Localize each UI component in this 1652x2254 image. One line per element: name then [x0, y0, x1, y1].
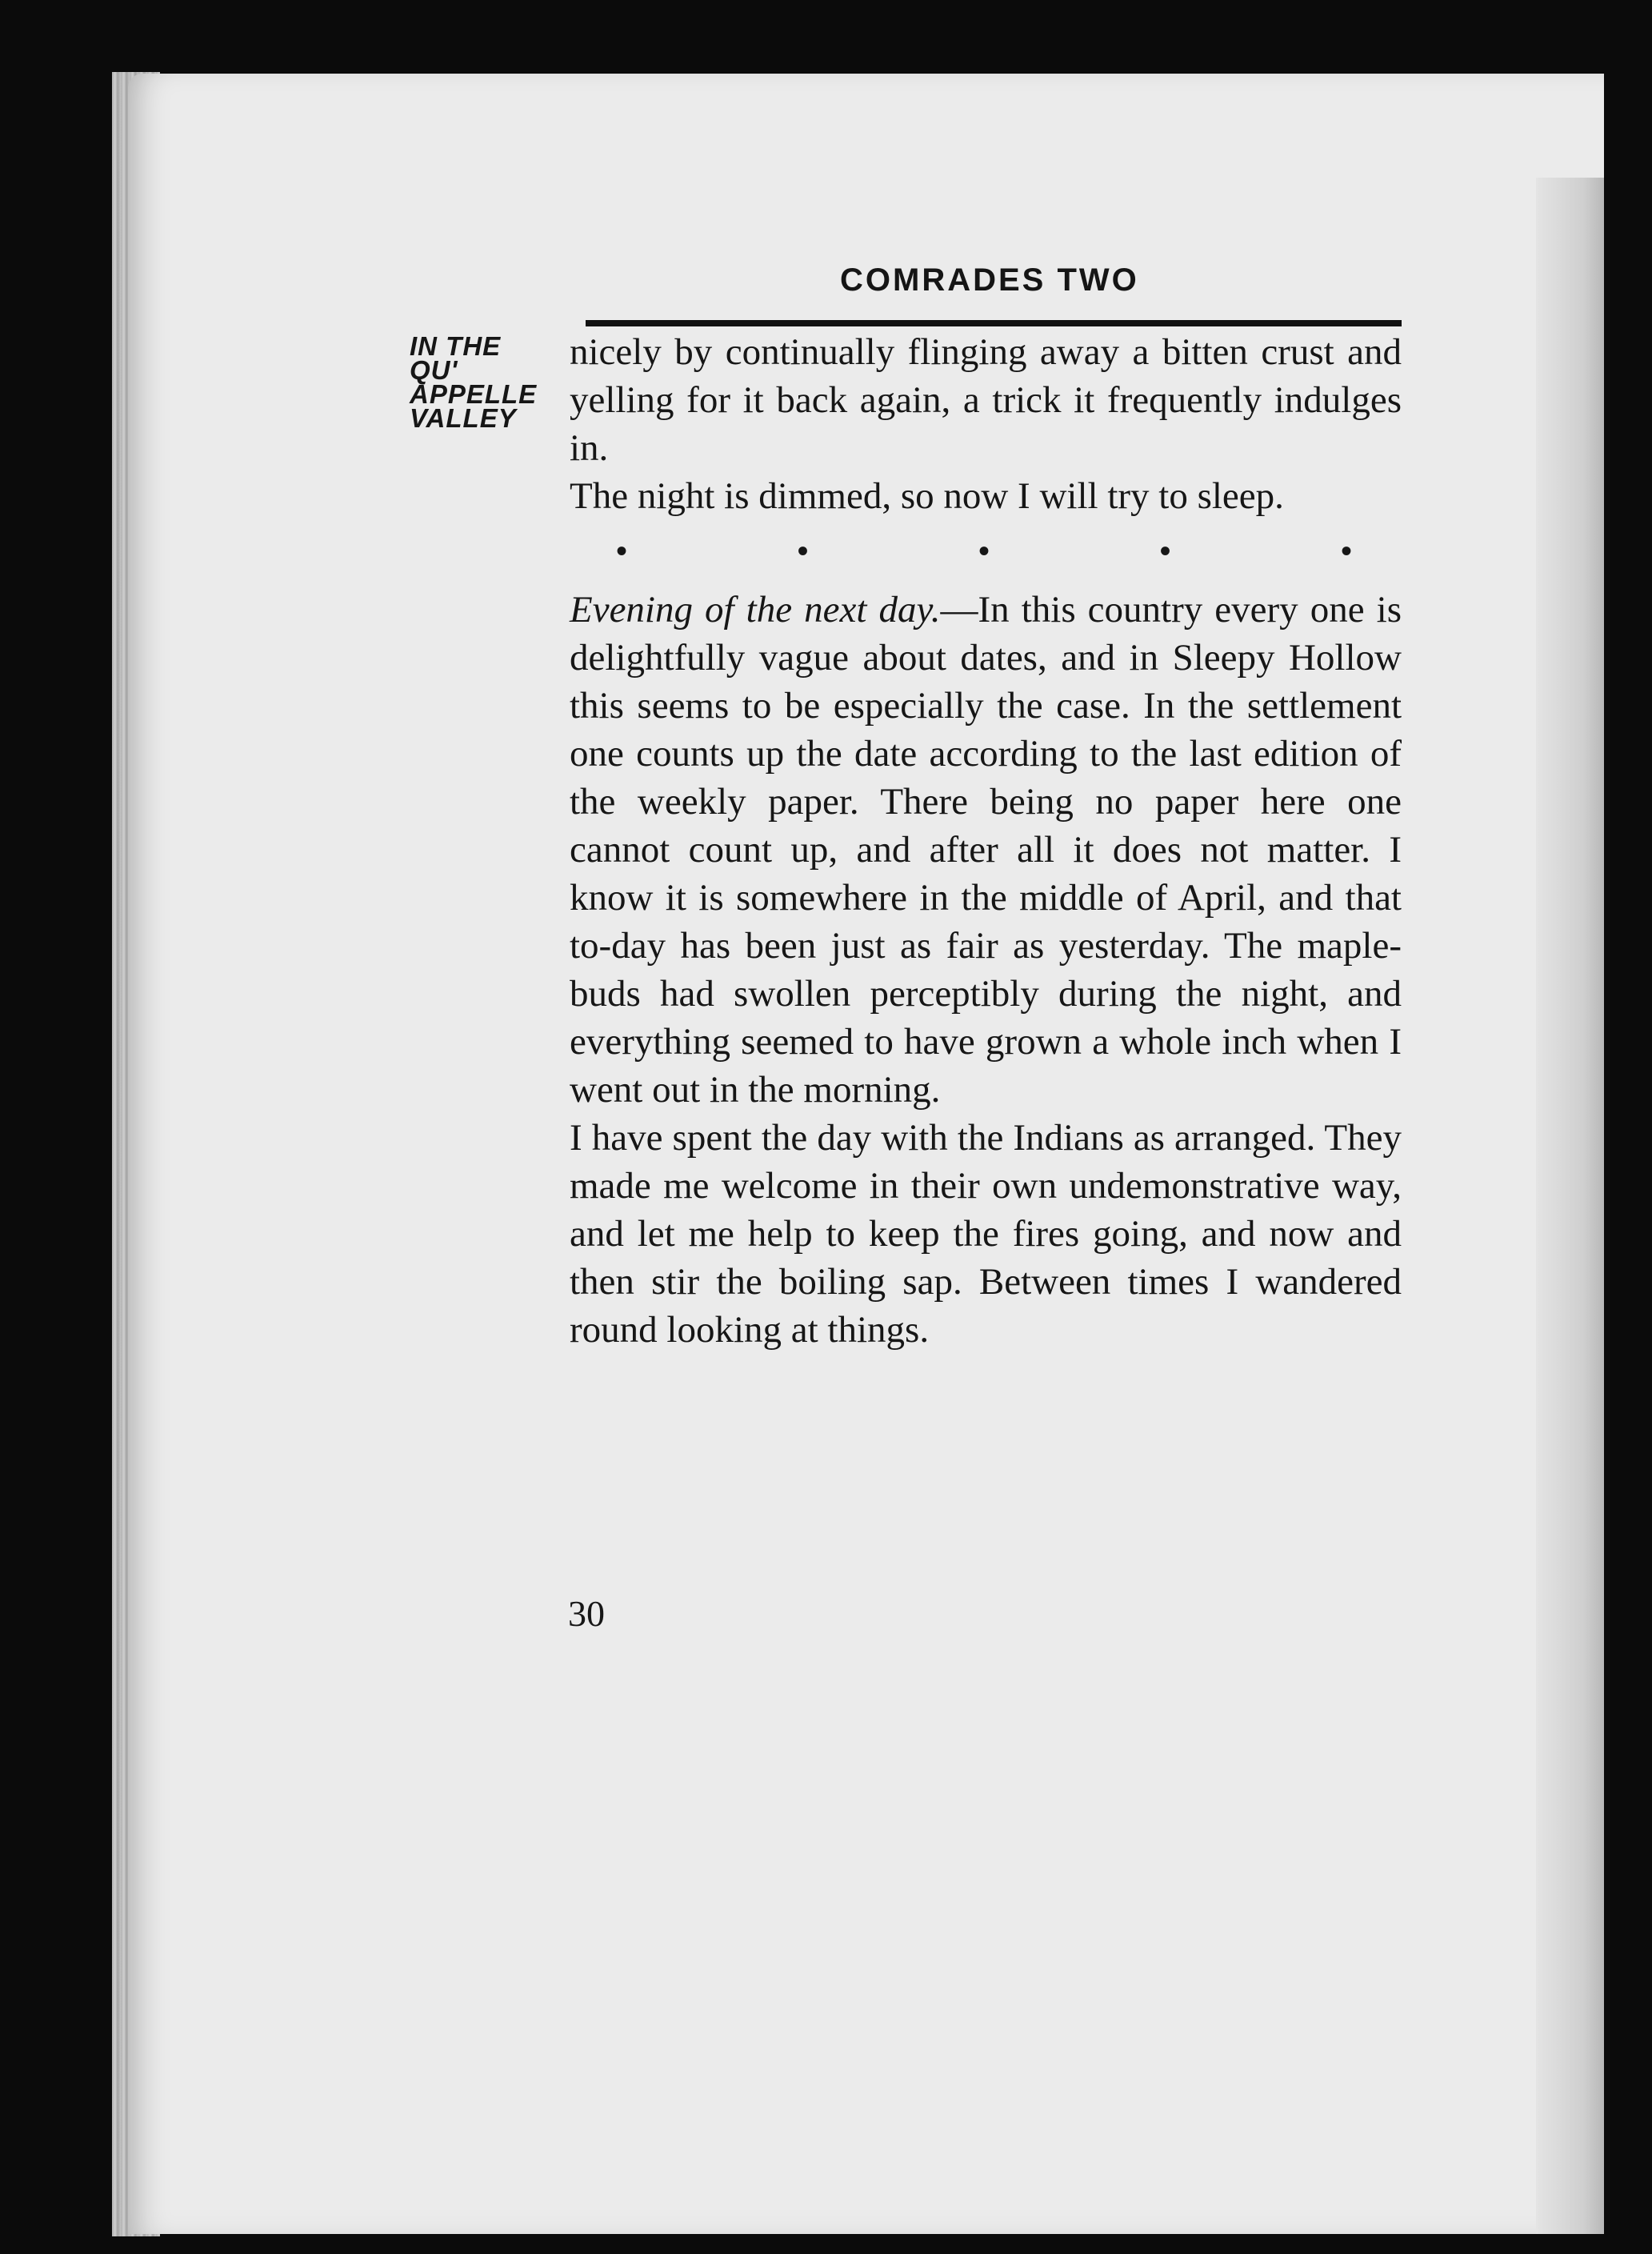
entry-text: —In this country every one is delightfully vague about dates, and in Sleepy Hollow this seems to be especially the case. In the settlement one counts up the date according to the last edition of the weekly paper. There being no paper here one cannot count up, and after all it does not matter. I know it is somewhere in the middle of April, and that to-day has been just as fair as yesterday. The maple-buds had swollen perceptibly during the night, and everything seemed to have grown a whole inch when I went out in the morning.: [570, 589, 1402, 1111]
page-number: 30: [568, 1593, 605, 1634]
section-separator: [616, 534, 1352, 568]
paragraph-entry: [570, 586, 1402, 1114]
marginal-note-line: VALLEY: [410, 403, 517, 433]
separator-dot: •: [797, 533, 809, 569]
marginal-note-line: IN THE: [410, 331, 502, 361]
page-gutter: [1536, 178, 1604, 2234]
running-head: COMRADES TWO: [840, 262, 1139, 298]
separator-dot: •: [616, 533, 628, 569]
marginal-note-line: APPELLE: [410, 379, 538, 409]
header-rule: [586, 320, 1402, 326]
body-text: [570, 328, 1402, 1354]
separator-dot: •: [1340, 533, 1352, 569]
marginal-note-line: QU': [410, 355, 458, 385]
separator-dot: •: [978, 533, 990, 569]
separator-dot: •: [1159, 533, 1171, 569]
entry-heading: Evening of the next day.: [570, 589, 941, 631]
marginal-note: [410, 331, 538, 433]
paragraph-continued: nicely by continually flinging away a bitten crust and yelling for it back again, a trick it frequently indulges in.: [570, 331, 1402, 469]
paragraph: I have spent the day with the Indians as arranged. They made me welcome in their own undemonstrative way, and let me help to keep the fires going, and now and then stir the boiling sap. Between times I wandered round looking at things.: [570, 1117, 1402, 1351]
paragraph: The night is dimmed, so now I will try to sleep.: [570, 475, 1284, 517]
